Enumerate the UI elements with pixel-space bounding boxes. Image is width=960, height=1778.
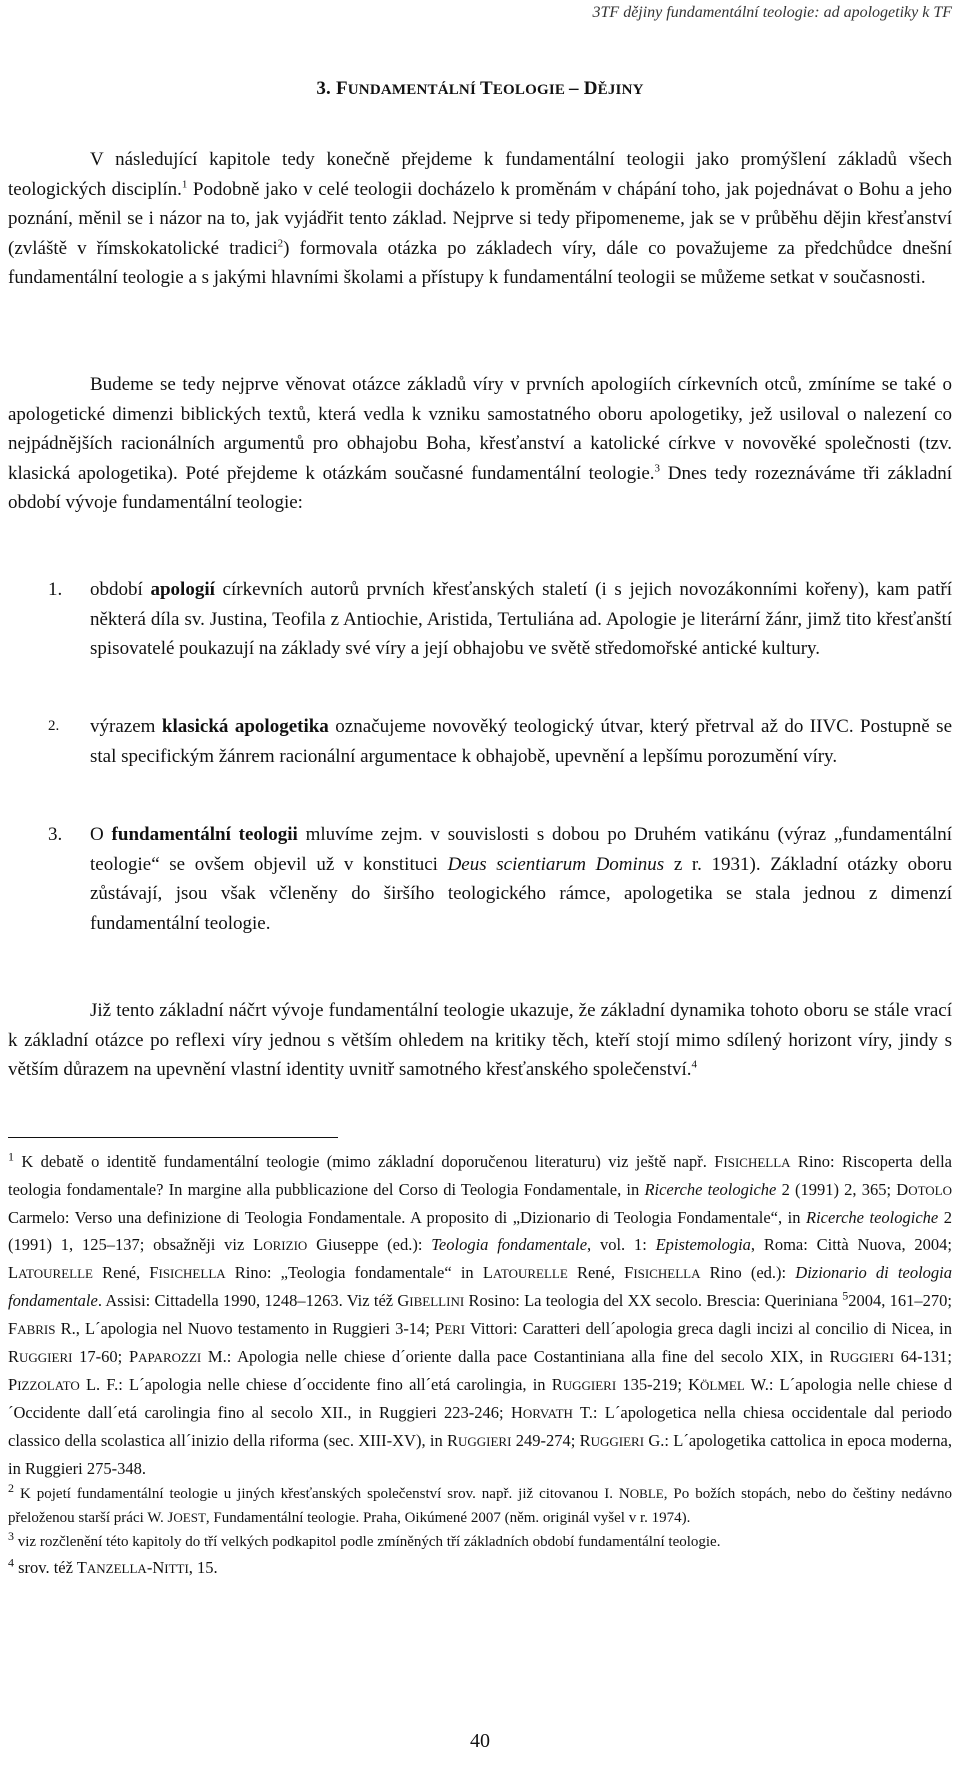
footnote-2: $^2$ K pojetí fundamentální teologie u jiných křesťanských společenství srov. např. již citovanou I. NOBLE, Po božích stopách, nebo do češtiny nedávno přeloženou starší práci W. JOEST, Fundamentální teologie. Praha, Oikúmené 2007 (něm. originál vyšel v r. 1974). bbox=[8, 1481, 953, 1526]
closing-paragraph: Již tento základní náčrt vývoje fundamentální teologie ukazuje, že základní dynamika tohoto oboru se stále vrací k základní otázce po reflexi víry jednou s větším ohledem na kritiky těch, kteří stojí mimo sdílený horizont víry, jindy s větším důrazem na upevnění vlastní identity uvnitř samotného křesťanského společenství.$^4$ bbox=[8, 1000, 952, 1080]
chapter-title: 3. FUNDAMENTÁLNÍ TEOLOGIE – DĚJINY bbox=[316, 78, 644, 99]
footnote-1: $^1$ K debatě o identitě fundamentální teologie (mimo základní doporučenou literaturu) viz ještě např. FISICHELLA Rino: Riscoperta della teologia fondamentale? In margine alla pubblicazione del Corso di Teologia Fondamentale, in Ricerche teologiche 2 (1991) 2, 365; DOTOLO Carmelo: Verso una definizione di Teologia Fondamentale. A proposito di „Dizionario di Teologia Fondamentale“, in Ricerche teologiche 2 (1991) 1, 125–137; obsažněji viz LORIZIO Giuseppe (ed.): Teologia fondamentale, vol. 1: Epistemologia, Roma: Città Nuova, 2004; LATOURELLE René, FISICHELLA Rino: „Teologia fondamentale“ in LATOURELLE René, FISICHELLA Rino (ed.): Dizionario di teologia fondamentale. Assisi: Cittadella 1990, 1248–1263. Viz též GIBELLINI Rosino: La teologia del XX secolo. Brescia: Queriniana $^5$2004, 161–270; FABRIS R., L´apologia nel Nuovo testamento in Ruggieri 3-14; PERI Vittori: Caratteri dell´apologia greca dagli incizi al concilio di Nicea, in RUGGIERI 17-60; PAPAROZZI M.: Apologia nelle chiese d´oriente dalla pace Costantiniana alla fine del secolo XIX, in RUGGIERI 64-131; PIZZOLATO L. F.: L´apologia nelle chiese d´occidente fino all´etá carolingia, in RUGGIERI 135-219; KÖLMEL W.: L´apologia nelle chiese d ´Occidente dall´etá carolingia fino al secolo XII., in Ruggieri 223-246; HORVATH T.: L´apologetica nella chiesa occidentale dal periodo classico della scolastica all´inizio della riforma (sec. XIII-XV), in RUGGIERI 249-274; RUGGIERI G.: L´apologetika cattolica in epoca moderna, in Ruggieri 275-348. bbox=[8, 1149, 953, 1478]
footnotes bbox=[8, 1148, 952, 1582]
footnote-ref-4[interactable]: 4 bbox=[691, 1058, 698, 1071]
list-item: 2. výrazem klasická apologetika označujeme novověký teologický útvar, který přetrval až do IIVC. Postupně se stal specifickým žánrem racionální argumentace k obhajobě, upevnění a lepšímu porozumění víry. bbox=[48, 716, 953, 767]
list-item: 1. období apologií církevních autorů prvních křesťanských staletí (i s jejich novozákonními kořeny), kam patří některá díla sv. Justina, Teofila z Antiochie, Aristida, Tertuliána ad. Apologie je literární žánr, jimž tito křesťanští spisovatelé poukazují na základy své víry a její obhajobu ve světě středomořské antické kultury. bbox=[48, 579, 952, 659]
footnote-3: $^3$ viz rozčlenění této kapitoly do tří velkých podkapitol podle zmíněných tří základních období fundamentální teologie. bbox=[8, 1529, 721, 1550]
intro-paragraph: V následující kapitole tedy konečně přejdeme k fundamentální teologii jako promýšlení základů všech teologických disciplín.$^1$ Podobně jako v celé teologii docházelo k proměnám v chápání toho, jak pojednávat o Bohu a jeho poznání, měnil se i názor na to, jak vyjádřit tento základ. Nejprve si tedy připomeneme, jak se v průběhu dějin křesťanství (zvláště v římskokatolické tradici$^2$) formovala otázka po základech víry, dále co považujeme za předchůdce dnešní fundamentální teologie a s jakými hlavními školami a přístupy k fundamentální teologii se můžeme setkat v současnosti. bbox=[8, 149, 952, 288]
running-header: 3TF dějiny fundamentální teologie: ad apologetiky k TF bbox=[592, 4, 952, 21]
page-number: 40 bbox=[470, 1730, 490, 1752]
footnote-4: $^4$ srov. též TANZELLA-NITTI, 15. bbox=[8, 1555, 218, 1577]
footnote-ref-2[interactable]: 2 bbox=[277, 237, 284, 250]
footnote-separator bbox=[8, 1137, 338, 1138]
footnote-ref-1[interactable]: 1 bbox=[181, 178, 188, 191]
footnote-ref-3[interactable]: 3 bbox=[654, 462, 661, 475]
list-item: 3. O fundamentální teologii mluvíme zejm. v souvislosti s dobou po Druhém vatikánu (výraz „fundamentální teologie“ se ovšem objevil už v konstituci Deus scientiarum Dominus z r. 1931). Základní otázky oboru zůstávají, jsou však včleněny do širšího teologického rámce, apologetika se stala jednou z dimenzí fundamentální teologie. bbox=[48, 824, 952, 934]
second-paragraph: Budeme se tedy nejprve věnovat otázce základů víry v prvních apologiích církevních otců, zmíníme se také o apologetické dimenzi biblických textů, která vedla k vzniku samostatného oboru apologetiky, jež usiloval o nalezení co nejpádnějších racionálních argumentů pro obhajobu Boha, křesťanství a katolické církve v novověké společnosti (tzv. klasická apologetika). Poté přejdeme k otázkám současné fundamentální teologie.$^3$ Dnes tedy rozeznáváme tři základní období vývoje fundamentální teologie: bbox=[8, 374, 952, 513]
